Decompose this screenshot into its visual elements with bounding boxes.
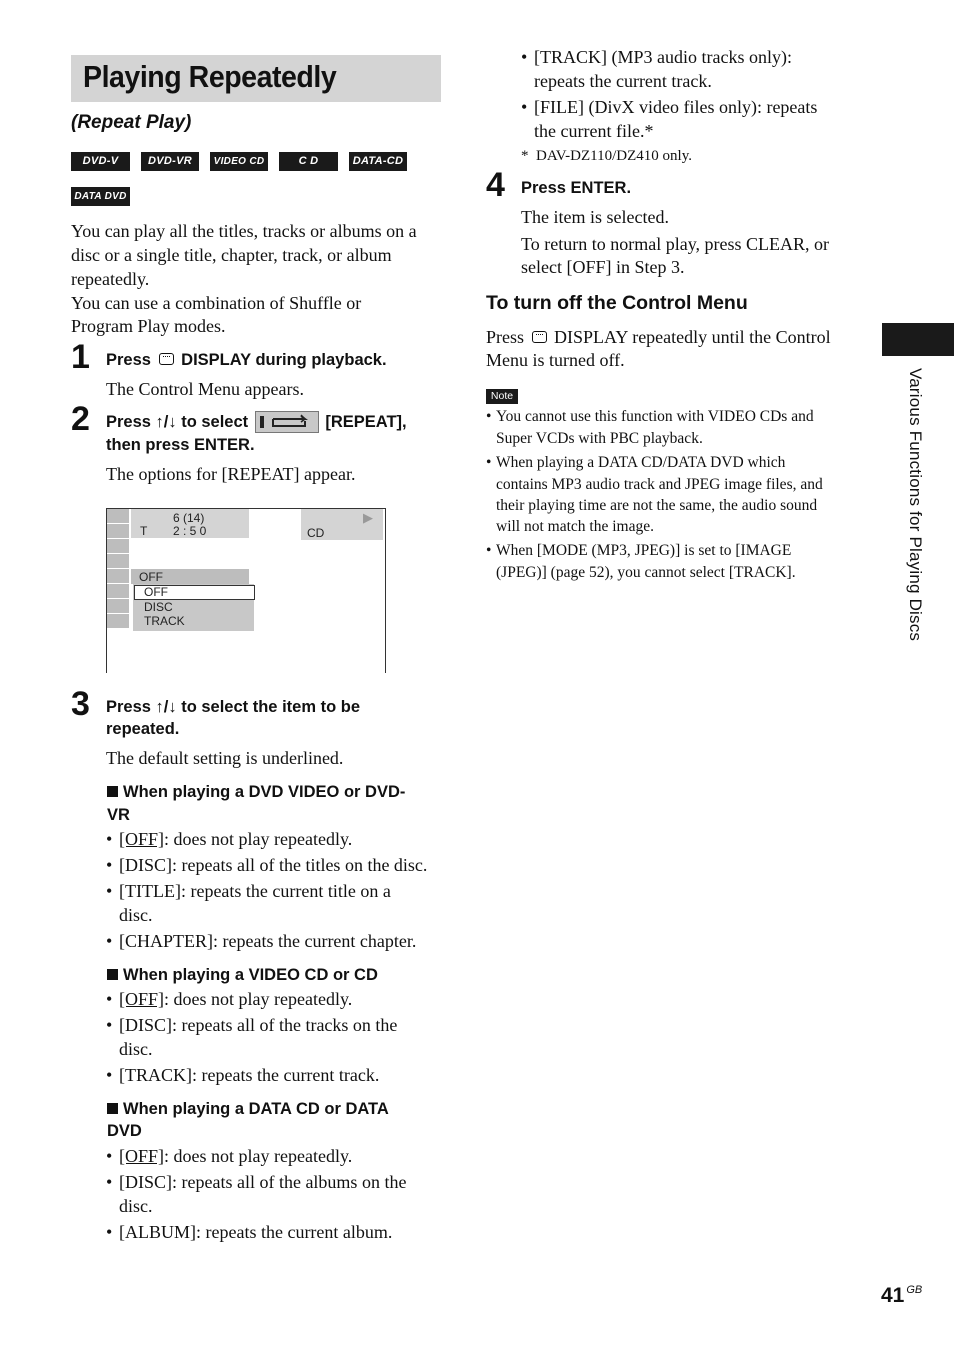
option-description-cont: disc. — [119, 905, 153, 925]
intro-line: You can play all the titles, tracks or albums on a — [71, 221, 417, 241]
intro-line: Program Play modes. — [71, 316, 226, 336]
menu-tab — [107, 539, 129, 554]
section-side-tab — [882, 323, 954, 356]
note-badge: Note — [486, 389, 518, 404]
page-number-suffix: GB — [906, 1284, 923, 1296]
step-1-heading — [106, 349, 387, 372]
badge-data-dvd: DATA DVD — [71, 187, 130, 206]
square-bullet-icon — [107, 1103, 118, 1114]
section-side-label: Various Functions for Playing Discs — [906, 368, 925, 642]
dvd-section-heading — [107, 781, 405, 804]
footnote: * DAV-DZ110/DZ410 only. — [521, 148, 692, 164]
square-bullet-icon — [107, 786, 118, 797]
step-3-body: The default setting is underlined. — [106, 748, 344, 768]
menu-tab — [107, 599, 129, 614]
option-description: [ALBUM]: repeats the current album. — [119, 1222, 393, 1242]
osd-option-off: OFF — [144, 585, 168, 599]
step-1-heading-a: Press — [106, 351, 151, 369]
control-menu-line — [486, 325, 831, 349]
control-menu-line: Menu is turned off. — [486, 350, 625, 370]
page-number-value: 41 — [881, 1284, 905, 1307]
menu-tab — [107, 614, 129, 629]
osd-time: 2 : 5 0 — [173, 524, 207, 538]
control-menu-text-a: Press — [486, 327, 525, 347]
osd-option-disc: DISC — [144, 600, 173, 614]
option-description: [DISC]: repeats all of the tracks on the — [119, 1015, 398, 1035]
default-option: [OFF] — [119, 829, 165, 849]
step-4-body: To return to normal play, press CLEAR, or — [521, 234, 830, 254]
step-3-heading: Press ↑/↓ to select the item to be — [106, 698, 360, 716]
step-1-number: 1 — [71, 338, 90, 376]
default-option: [OFF] — [119, 989, 165, 1009]
option-description: : does not play repeatedly. — [164, 989, 353, 1009]
note-text: their playing time are not the same, the audio sound — [496, 497, 818, 514]
osd-current-setting: OFF — [139, 570, 163, 584]
step-2-heading-line2: then press ENTER. — [106, 436, 255, 454]
play-icon: ▶ — [363, 510, 373, 525]
note-text: Super VCDs with PBC playback. — [496, 430, 703, 447]
option-description-cont: disc. — [119, 1196, 153, 1216]
step-1-body: The Control Menu appears. — [106, 379, 304, 399]
option-description: [CHAPTER]: repeats the current chapter. — [119, 931, 417, 951]
badge-cd: C D — [279, 152, 338, 171]
intro-line: repeatedly. — [71, 269, 150, 289]
option-description: [DISC]: repeats all of the titles on the disc. — [119, 855, 428, 875]
badge-dvd-v: DVD-V — [71, 152, 130, 171]
step-2-heading-b: [REPEAT], — [325, 413, 407, 431]
page-number — [881, 1284, 922, 1308]
step-4-body: select [OFF] in Step 3. — [521, 257, 685, 277]
osd-media: CD — [307, 526, 325, 540]
menu-tab — [107, 554, 129, 569]
step-4-number: 4 — [486, 166, 505, 204]
badge-dvd-vr: DVD-VR — [141, 152, 199, 171]
control-menu-screen — [106, 508, 386, 673]
note-text: You cannot use this function with VIDEO CDs and — [496, 408, 814, 425]
option-description: : does not play repeatedly. — [164, 829, 353, 849]
note-text: (JPEG)] (page 52), you cannot select [TRACK]. — [496, 564, 796, 581]
option-description: [TITLE]: repeats the current title on a — [119, 881, 391, 901]
step-1-heading-b: DISPLAY during playback. — [181, 351, 387, 369]
menu-tab — [107, 524, 129, 539]
control-menu-heading: To turn off the Control Menu — [486, 292, 748, 314]
osd-t-label: T — [140, 524, 148, 538]
display-button-icon — [159, 353, 174, 365]
square-bullet-icon — [107, 969, 118, 980]
option-description-cont: repeats the current track. — [534, 71, 712, 91]
option-description: [TRACK] (MP3 audio tracks only): — [534, 47, 792, 67]
data-heading-b: DVD — [107, 1122, 142, 1140]
step-2-body: The options for [REPEAT] appear. — [106, 464, 356, 484]
note-text: When playing a DATA CD/DATA DVD which — [496, 454, 786, 471]
option-description: [FILE] (DivX video files only): repeats — [534, 97, 818, 117]
badge-data-cd: DATA-CD — [349, 152, 407, 171]
option-description: [TRACK]: repeats the current track. — [119, 1065, 380, 1085]
dvd-heading-a: When playing a DVD VIDEO or DVD- — [123, 783, 406, 801]
data-heading-a: When playing a DATA CD or DATA — [123, 1100, 389, 1118]
default-option: [OFF] — [119, 1146, 165, 1166]
option-description-cont: the current file.* — [534, 121, 654, 141]
dvd-heading-b: VR — [107, 806, 130, 824]
display-button-icon — [532, 331, 547, 343]
intro-line: You can use a combination of Shuffle or — [71, 293, 362, 313]
repeat-menu-icon — [255, 411, 319, 433]
osd-chapter: 6 (14) — [173, 511, 205, 525]
page-title-box — [71, 55, 441, 102]
option-description: [DISC]: repeats all of the albums on the — [119, 1172, 407, 1192]
step-2-heading-a: Press ↑/↓ to select — [106, 413, 249, 431]
option-description-cont: disc. — [119, 1039, 153, 1059]
menu-tab — [107, 584, 129, 599]
osd-option-track: TRACK — [144, 614, 185, 628]
note-text: When [MODE (MP3, JPEG)] is set to [IMAGE — [496, 542, 792, 559]
note-text: contains MP3 audio track and JPEG image files, and — [496, 476, 823, 493]
step-3-heading-line2: repeated. — [106, 720, 180, 738]
option-description: : does not play repeatedly. — [164, 1146, 353, 1166]
menu-tab — [107, 509, 129, 524]
page-title: Playing Repeatedly — [83, 59, 337, 94]
control-menu-text-b: DISPLAY repeatedly until the Control — [554, 327, 831, 347]
vcd-heading: When playing a VIDEO CD or CD — [123, 966, 378, 984]
step-4-heading: Press ENTER. — [521, 179, 632, 197]
intro-line: disc or a single title, chapter, track, or album — [71, 245, 392, 265]
badge-video-cd: VIDEO CD — [210, 152, 268, 171]
step-4-body: The item is selected. — [521, 207, 669, 227]
page-subtitle: (Repeat Play) — [71, 112, 192, 133]
vcd-section-heading — [107, 964, 378, 987]
step-2-number: 2 — [71, 400, 90, 438]
data-section-heading — [107, 1098, 389, 1121]
menu-tab — [107, 569, 129, 584]
step-2-heading — [106, 411, 407, 434]
step-3-number: 3 — [71, 685, 90, 723]
note-text: will not match the image. — [496, 518, 654, 535]
